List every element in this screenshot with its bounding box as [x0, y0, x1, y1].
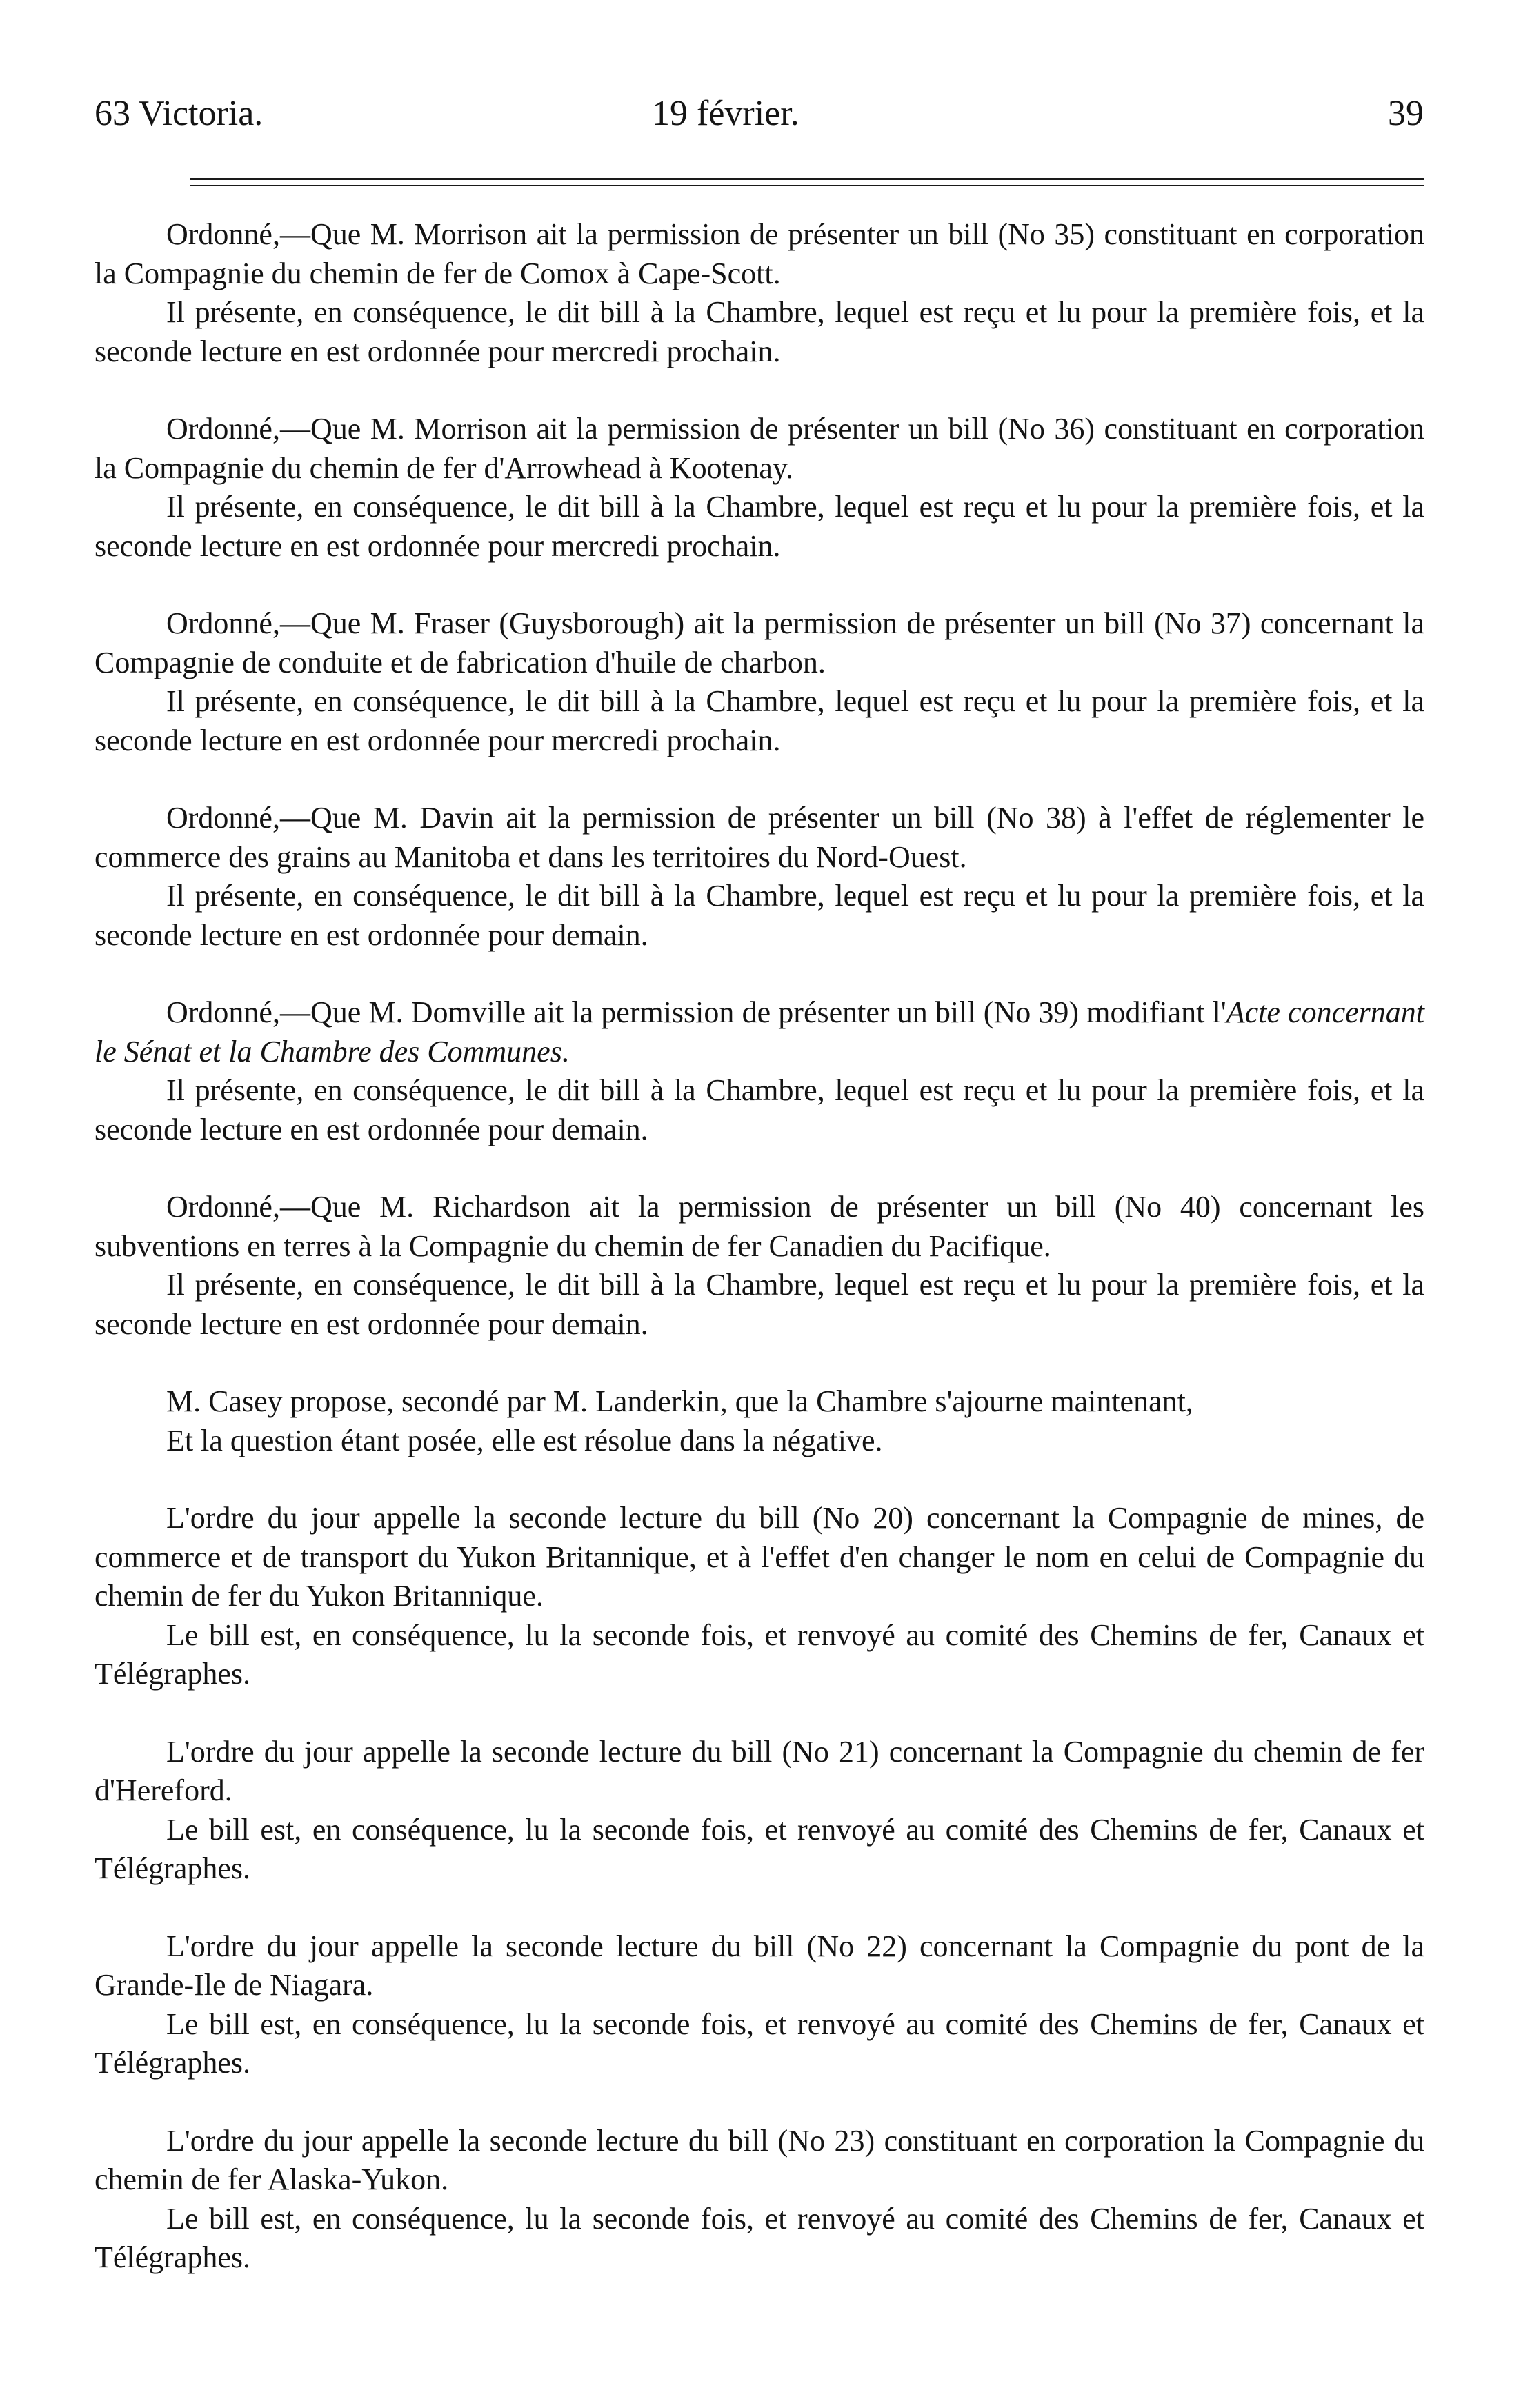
entry-order: L'ordre du jour appelle la seconde lecture du bill (No 20) concernant la Compagnie de mines, de commerce et de transport du Yukon Britannique, et à l'effet d'en changer le nom en celui de Compagnie du chemin de fer du Yukon Britannique.	[95, 1501, 1424, 1613]
entry-order: L'ordre du jour appelle la seconde lecture du bill (No 23) constituant en corporation la Compagnie du chemin de fer Alaska-Yukon.	[95, 2123, 1424, 2196]
entry-motion: Ordonné,—Que M. Davin ait la permission de présenter un bill (No 38) à l'effet de réglementer le commerce des grains au Manitoba et dans les territoires du Nord-Ouest.	[95, 801, 1424, 874]
entry-order: L'ordre du jour appelle la seconde lecture du bill (No 21) concernant la Compagnie du chemin de fer d'Hereford.	[95, 1734, 1424, 1807]
entry-bill-39	[95, 993, 1424, 1149]
entry-order: L'ordre du jour appelle la seconde lecture du bill (No 22) concernant la Compagnie du pont de la Grande-Ile de Niagara.	[95, 1929, 1424, 2002]
running-header	[95, 86, 1424, 141]
entry-result: Il présente, en conséquence, le dit bill à la Chambre, lequel est reçu et lu pour la première fois, et la seconde lecture en est ordonnée pour mercredi prochain.	[95, 490, 1424, 563]
entry-result: Le bill est, en conséquence, lu la seconde fois, et renvoyé au comité des Chemins de fer, Canaux et Télégraphes.	[95, 2007, 1424, 2080]
entry-bill-40	[95, 1188, 1424, 1344]
entry-motion	[95, 993, 1424, 1071]
journal-body	[95, 215, 1424, 2278]
entry-motion: Ordonné,—Que M. Morrison ait la permission de présenter un bill (No 36) constituant en corporation la Compagnie du chemin de fer d'Arrowhead à Kootenay.	[95, 412, 1424, 485]
header-session: 63 Victoria.	[95, 94, 264, 133]
entry-second-reading-bill-21	[95, 1733, 1424, 1889]
entry-bill-35	[95, 215, 1424, 371]
entry-second-reading-bill-23	[95, 2122, 1424, 2278]
header-rule-thick	[190, 178, 1424, 180]
entry-result: Le bill est, en conséquence, lu la seconde fois, et renvoyé au comité des Chemins de fer, Canaux et Télégraphes.	[95, 2201, 1424, 2274]
entry-result: Le bill est, en conséquence, lu la seconde fois, et renvoyé au comité des Chemins de fer, Canaux et Télégraphes.	[95, 1812, 1424, 1885]
entry-result: Il présente, en conséquence, le dit bill à la Chambre, lequel est reçu et lu pour la première fois, et la seconde lecture en est ordonnée pour demain.	[95, 1073, 1424, 1146]
entry-motion: Ordonné,—Que M. Fraser (Guysborough) ait la permission de présenter un bill (No 37) concernant la Compagnie de conduite et de fabrication d'huile de charbon.	[95, 606, 1424, 679]
entry-bill-36	[95, 410, 1424, 566]
act-title: Acte concernant le Sénat et la Chambre des Communes.	[95, 995, 1424, 1068]
entry-adjournment-motion	[95, 1382, 1424, 1460]
entry-result: Il présente, en conséquence, le dit bill à la Chambre, lequel est reçu et lu pour la première fois, et la seconde lecture en est ordonnée pour mercredi prochain.	[95, 295, 1424, 368]
entry-result: Et la question étant posée, elle est résolue dans la négative.	[166, 1423, 883, 1457]
entry-result: Il présente, en conséquence, le dit bill à la Chambre, lequel est reçu et lu pour la première fois, et la seconde lecture en est ordonnée pour mercredi prochain.	[95, 684, 1424, 757]
entry-result: Le bill est, en conséquence, lu la seconde fois, et renvoyé au comité des Chemins de fer, Canaux et Télégraphes.	[95, 1618, 1424, 1691]
entry-result: Il présente, en conséquence, le dit bill à la Chambre, lequel est reçu et lu pour la première fois, et la seconde lecture en est ordonnée pour demain.	[95, 879, 1424, 952]
header-rule-thin	[190, 185, 1424, 186]
entry-second-reading-bill-22	[95, 1927, 1424, 2083]
entry-motion: Ordonné,—Que M. Richardson ait la permission de présenter un bill (No 40) concernant les subventions en terres à la Compagnie du chemin de fer Canadien du Pacifique.	[95, 1190, 1424, 1263]
entry-result: Il présente, en conséquence, le dit bill à la Chambre, lequel est reçu et lu pour la première fois, et la seconde lecture en est ordonnée pour demain.	[95, 1268, 1424, 1341]
entry-bill-38	[95, 799, 1424, 955]
entry-motion: M. Casey propose, secondé par M. Landerkin, que la Chambre s'ajourne maintenant,	[166, 1384, 1193, 1418]
header-date: 19 février.	[652, 94, 799, 133]
entry-motion: Ordonné,—Que M. Morrison ait la permission de présenter un bill (No 35) constituant en corporation la Compagnie du chemin de fer de Comox à Cape-Scott.	[95, 217, 1424, 290]
entry-motion-text: Ordonné,—Que M. Domville ait la permission de présenter un bill (No 39) modifiant l'	[166, 995, 1226, 1029]
entry-bill-37	[95, 604, 1424, 760]
entry-second-reading-bill-20	[95, 1499, 1424, 1694]
page-number: 39	[1388, 94, 1424, 133]
